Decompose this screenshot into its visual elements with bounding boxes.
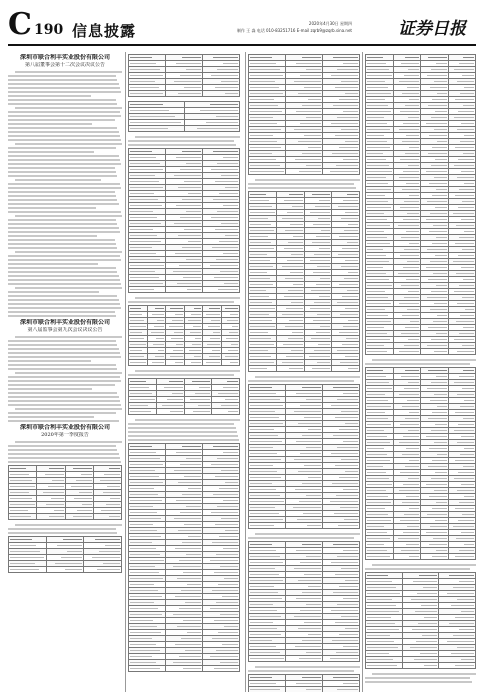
text-line [15, 408, 122, 410]
table-cell [37, 514, 65, 520]
text-line [8, 420, 119, 422]
text-line [8, 127, 117, 129]
text-line [8, 163, 121, 165]
text-line [365, 568, 470, 570]
text-line [8, 263, 98, 265]
text-line [8, 119, 115, 121]
table-row [249, 523, 360, 529]
table-row [129, 409, 240, 415]
text-line [8, 175, 117, 177]
text-line [8, 95, 91, 97]
text-line [135, 419, 240, 421]
text-line [365, 363, 470, 365]
text-line [8, 528, 116, 530]
text-line [8, 87, 120, 89]
table-row [129, 666, 240, 672]
text-line [15, 143, 122, 145]
table-cell [366, 349, 394, 355]
table-cell [249, 169, 286, 175]
table-cell [129, 409, 157, 415]
table-cell [323, 169, 360, 175]
table-cell [212, 409, 240, 415]
text-line [128, 431, 237, 433]
body-text-block [365, 359, 476, 365]
text-line [8, 199, 117, 201]
body-text-block [8, 336, 122, 422]
table-cell [9, 514, 37, 520]
table-cell [323, 656, 360, 662]
text-column [128, 52, 240, 692]
text-line [8, 155, 119, 157]
table-cell [366, 663, 403, 669]
text-line [15, 372, 122, 374]
text-line [15, 251, 122, 253]
text-line [8, 404, 121, 406]
text-line [15, 524, 122, 526]
text-line [372, 564, 476, 566]
text-line [8, 219, 116, 221]
text-line [128, 439, 239, 441]
text-line [15, 441, 122, 443]
table-cell [166, 91, 203, 97]
text-line [8, 259, 121, 261]
table-cell [249, 656, 286, 662]
text-line [128, 435, 238, 437]
table-cell [184, 126, 240, 132]
table-cell [84, 567, 122, 573]
text-line [8, 279, 120, 281]
financial-table [365, 572, 476, 669]
text-line [8, 400, 120, 402]
text-line [255, 179, 360, 181]
text-column [8, 52, 122, 692]
text-line [8, 223, 117, 225]
date-line: 2020年4月30日 星期四 [308, 21, 352, 26]
table-row [249, 687, 360, 693]
text-line [128, 427, 236, 429]
text-line [248, 670, 354, 672]
text-line [8, 352, 120, 354]
table-cell [203, 91, 240, 97]
page-number: 190 [34, 22, 64, 38]
section-title: 信息披露 [72, 22, 137, 40]
text-line [128, 301, 234, 303]
text-line [8, 364, 116, 366]
text-line [8, 75, 116, 77]
table-cell [129, 91, 166, 97]
financial-table [128, 101, 240, 132]
contact-line: 制作 王 淼 电话 010-83251716 E-mail zqrb9@zqrb.sina.net [236, 28, 352, 33]
text-line [255, 666, 360, 668]
financial-table [248, 384, 360, 529]
text-line [8, 83, 119, 85]
text-line [128, 374, 234, 376]
table-cell [286, 656, 323, 662]
text-line [8, 449, 117, 451]
body-text-block [365, 673, 476, 683]
text-column [248, 52, 360, 692]
table-cell [129, 666, 166, 672]
header-rule [8, 44, 476, 46]
text-line [8, 311, 115, 313]
text-line [8, 183, 120, 185]
table-cell [439, 663, 476, 669]
text-line [8, 159, 120, 161]
text-line [8, 195, 116, 197]
table-row [129, 287, 240, 293]
text-line [8, 227, 119, 229]
text-line [8, 299, 119, 301]
financial-table [8, 536, 122, 573]
text-line [8, 384, 115, 386]
text-line [15, 71, 122, 73]
table-cell [65, 514, 93, 520]
text-line [248, 187, 356, 189]
text-line [8, 315, 116, 317]
table-cell [304, 366, 332, 372]
financial-table [365, 54, 476, 355]
table-row [249, 366, 360, 372]
text-line [8, 255, 120, 257]
text-line [8, 275, 119, 277]
text-line [8, 376, 120, 378]
table-cell [166, 287, 203, 293]
table-cell [93, 514, 121, 520]
text-line [8, 461, 121, 463]
text-line [8, 243, 116, 245]
text-line [8, 303, 120, 305]
text-line [8, 103, 117, 105]
text-line [135, 370, 240, 372]
table-row [249, 656, 360, 662]
table-cell [221, 360, 240, 366]
table-cell [46, 567, 84, 573]
header-meta [237, 20, 352, 34]
text-line [8, 340, 116, 342]
body-text-block [8, 441, 122, 463]
notice-company-title: 深圳市联合利丰实业股份有限公司 [19, 54, 110, 61]
text-line [8, 247, 117, 249]
text-line [8, 283, 121, 285]
table-cell [203, 360, 222, 366]
table-cell [203, 666, 240, 672]
table-cell [393, 349, 421, 355]
body-text-block [128, 297, 240, 303]
text-line [8, 453, 119, 455]
table-cell [393, 554, 421, 560]
financial-table [128, 305, 240, 366]
notice-subtitle: 2020年第一季度报告 [41, 432, 89, 438]
body-text-block [8, 71, 122, 317]
table-cell [166, 360, 185, 366]
table-cell [448, 349, 476, 355]
financial-table [248, 541, 360, 662]
text-line [8, 271, 117, 273]
text-line [8, 151, 94, 153]
text-line [128, 423, 234, 425]
table-cell [286, 687, 323, 693]
table-row [129, 360, 240, 366]
text-line [248, 537, 354, 539]
text-line [8, 139, 121, 141]
text-line [8, 291, 99, 293]
text-line [8, 295, 117, 297]
body-text-block [365, 564, 476, 570]
table-row [9, 514, 122, 520]
table-cell [9, 567, 47, 573]
notice-subtitle: 第八届董事会第十二次会议决议公告 [24, 62, 105, 68]
text-line [8, 356, 121, 358]
table-row [366, 554, 476, 560]
table-cell [129, 126, 185, 132]
column-divider [362, 52, 363, 692]
text-line [15, 107, 122, 109]
text-line [8, 532, 117, 534]
table-cell [129, 287, 166, 293]
text-line [8, 235, 97, 237]
text-line [15, 336, 122, 338]
table-cell [184, 409, 212, 415]
table-row [366, 349, 476, 355]
text-line [8, 380, 121, 382]
text-line [255, 376, 360, 378]
text-line [8, 131, 119, 133]
text-line [8, 348, 119, 350]
table-cell [323, 687, 360, 693]
text-line [372, 359, 476, 361]
notice-company-title: 深圳市联合利丰实业股份有限公司 [19, 319, 110, 326]
text-line [255, 533, 360, 535]
body-text-block [128, 136, 240, 146]
text-line [8, 115, 121, 117]
text-column [365, 52, 476, 692]
text-line [8, 135, 120, 137]
text-line [15, 287, 122, 289]
text-line [8, 412, 116, 414]
table-cell [448, 554, 476, 560]
text-line [8, 79, 117, 81]
text-line [8, 307, 121, 309]
text-line [8, 344, 117, 346]
table-cell [184, 360, 203, 366]
table-row [129, 91, 240, 97]
financial-table [365, 367, 476, 560]
text-line [135, 136, 240, 138]
text-line [8, 171, 116, 173]
body-text-block [128, 419, 240, 441]
table-cell [421, 349, 449, 355]
text-line [8, 239, 115, 241]
table-cell [166, 666, 203, 672]
page-header [0, 0, 484, 46]
text-line [8, 203, 119, 205]
financial-table [128, 148, 240, 293]
notice-company-title: 深圳市联合利丰实业股份有限公司 [19, 424, 110, 431]
text-line [8, 392, 117, 394]
newspaper-masthead-logo: 证券日报 [398, 19, 466, 39]
notice-subtitle: 第八届监事会第九次会议决议公告 [27, 327, 103, 333]
table-cell [286, 523, 323, 529]
page-letter: C [8, 7, 32, 42]
text-line [8, 111, 120, 113]
table-cell [249, 687, 286, 693]
page-columns [8, 52, 476, 692]
text-line [8, 123, 92, 125]
text-line [365, 677, 470, 679]
body-text-block [248, 376, 360, 382]
text-line [8, 99, 116, 101]
table-cell [323, 523, 360, 529]
financial-table [248, 54, 360, 175]
text-line [365, 681, 472, 683]
table-cell [249, 523, 286, 529]
text-line [8, 191, 115, 193]
text-line [8, 396, 119, 398]
financial-table [128, 378, 240, 415]
text-line [8, 368, 117, 370]
table-cell [276, 366, 304, 372]
table-row [366, 663, 476, 669]
financial-table [248, 191, 360, 372]
table-cell [129, 360, 148, 366]
table-cell [402, 663, 439, 669]
body-text-block [128, 370, 240, 376]
text-line [8, 445, 116, 447]
financial-table [8, 465, 122, 520]
column-divider [245, 52, 246, 692]
text-line [8, 211, 121, 213]
table-row [249, 169, 360, 175]
text-line [8, 147, 116, 149]
text-line [128, 140, 234, 142]
text-line [8, 457, 120, 459]
financial-table [248, 674, 360, 692]
text-line [248, 183, 354, 185]
text-line [8, 187, 121, 189]
text-line [372, 673, 476, 675]
text-line [15, 179, 102, 181]
table-cell [249, 366, 277, 372]
column-divider [125, 52, 126, 692]
body-text-block [248, 533, 360, 539]
text-line [8, 416, 94, 418]
text-line [8, 231, 120, 233]
table-cell [147, 360, 166, 366]
table-row [9, 567, 122, 573]
text-line [8, 388, 92, 390]
financial-table [128, 443, 240, 672]
body-text-block [248, 179, 360, 189]
text-line [135, 297, 240, 299]
text-line [8, 267, 116, 269]
text-line [8, 360, 91, 362]
table-cell [366, 554, 394, 560]
table-cell [156, 409, 184, 415]
text-line [248, 380, 354, 382]
table-cell [203, 287, 240, 293]
text-line [8, 91, 121, 93]
body-text-block [8, 524, 122, 534]
table-cell [421, 554, 449, 560]
table-cell [286, 169, 323, 175]
financial-table [128, 54, 240, 97]
table-row [129, 126, 240, 132]
body-text-block [248, 666, 360, 672]
text-line [8, 207, 96, 209]
text-line [15, 215, 122, 217]
text-line [8, 167, 115, 169]
table-cell [332, 366, 360, 372]
text-line [128, 144, 236, 146]
